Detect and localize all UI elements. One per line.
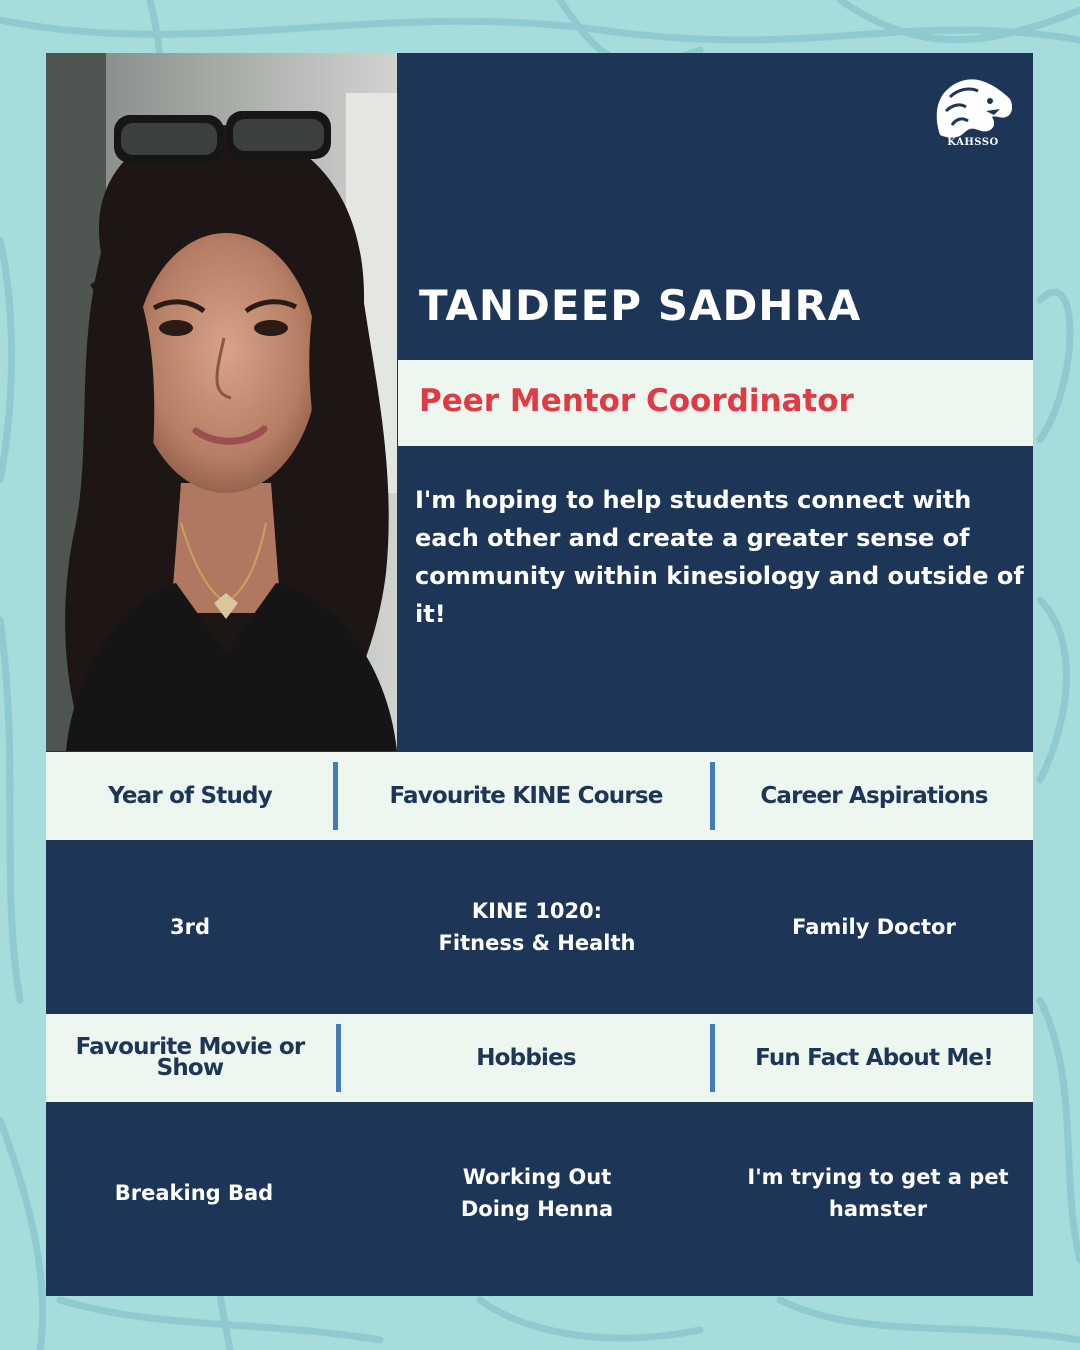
value-hobbies: Working Out Doing Henna (460, 1165, 614, 1221)
value-fun-fact: I'm trying to get a pet hamster (747, 1165, 1009, 1221)
label-fun-fact: Fun Fact About Me! (755, 1044, 993, 1071)
profile-photo (46, 53, 397, 751)
divider (336, 1024, 341, 1092)
lion-head-icon (930, 77, 1016, 139)
profile-bio: I'm hoping to help students connect with each other and create a greater sense of community within kinesiology and outside of it! (415, 486, 1024, 628)
divider (333, 762, 338, 830)
value-career-aspirations: Family Doctor (792, 915, 956, 939)
label-favourite-movie: Favourite Movie or Show (75, 1034, 305, 1081)
value-year-of-study: 3rd (169, 915, 210, 939)
logo-text: KAHSSO (947, 137, 999, 148)
kahsso-logo (930, 77, 1016, 153)
label-year-of-study: Year of Study (108, 782, 272, 809)
label-hobbies: Hobbies (476, 1044, 576, 1071)
value-favourite-movie: Breaking Bad (114, 1181, 274, 1205)
profile-card (46, 53, 1033, 1296)
profile-name: TANDEEP SADHRA (419, 281, 862, 330)
profile-role: Peer Mentor Coordinator (419, 383, 854, 419)
role-band (398, 360, 1033, 446)
details-label-row-2 (46, 1014, 1033, 1102)
details-label-row-1 (46, 752, 1033, 840)
label-favourite-course: Favourite KINE Course (389, 782, 663, 809)
value-favourite-course: KINE 1020: Fitness & Health (438, 899, 636, 955)
label-career-aspirations: Career Aspirations (760, 782, 988, 809)
